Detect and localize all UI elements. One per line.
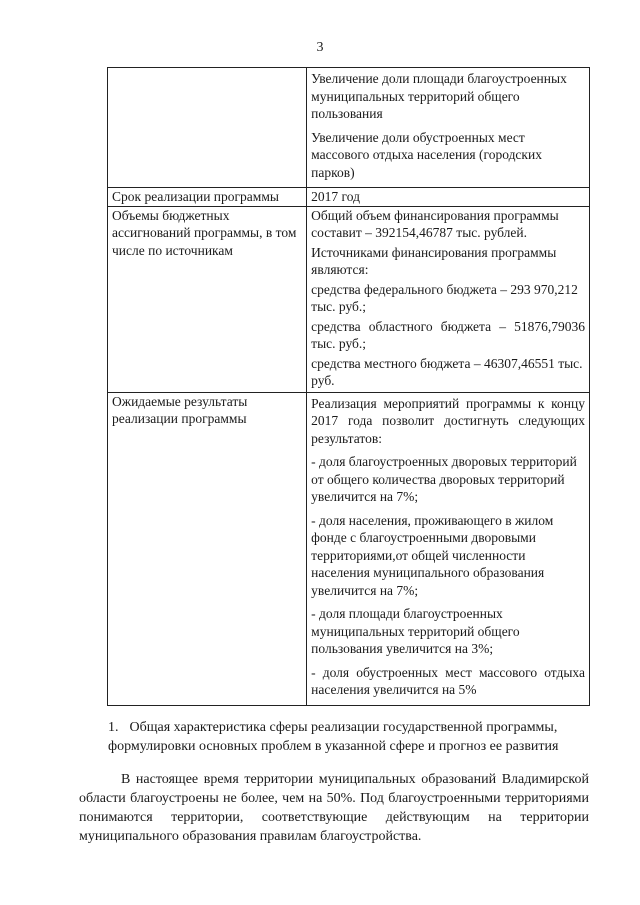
budget-label: Объемы бюджетных ассигнований программы, в том числе по источникам: [108, 206, 307, 392]
result-item-yards: - доля благоустроенных дворовых территорий от общего количества дворовых территорий увеличится на 7%;: [311, 454, 577, 504]
goals-label-cell: [108, 68, 307, 188]
budget-sources-intro: Источниками финансирования программы являются:: [311, 244, 557, 277]
budget-local: средства местного бюджета – 46307,46551 тыс. руб.: [311, 355, 583, 388]
result-item-population: - доля населения, проживающего в жилом фонде с благоустроенными дворовыми территориями,от общей численности населения муниципального образования увеличится на 7%;: [311, 512, 554, 598]
section-heading: [108, 718, 588, 756]
results-label: Ожидаемые результаты реализации программы: [108, 392, 307, 705]
budget-total: Общий объем финансирования программы составит – 392154,46787 тыс. рублей.: [311, 207, 559, 240]
goals-value-cell: [307, 68, 590, 188]
results-intro: Реализация мероприятий программы к концу 2017 года позволит достигнуть следующих результатов:: [311, 395, 585, 446]
table-row-budget: [108, 206, 590, 392]
goal-item-area: Увеличение доли площади благоустроенных муниципальных территорий общего пользования: [311, 71, 567, 121]
page-number: 3: [316, 40, 324, 55]
table-row-term: [108, 188, 590, 207]
section-number: 1.: [108, 720, 119, 735]
budget-value-cell: [307, 206, 590, 392]
program-passport-table: [107, 67, 590, 706]
budget-regional: средства областного бюджета – 51876,79036 тыс. руб.;: [311, 318, 585, 351]
goal-item-parks: Увеличение доли обустроенных мест массового отдыха населения (городских парков): [311, 129, 542, 180]
table-row-results: [108, 392, 590, 705]
results-value-cell: [307, 392, 590, 705]
term-label: Срок реализации программы: [108, 188, 307, 207]
section-title: Общая характеристика сферы реализации государственной программы, формулировки основных проблем в указанной сфере и прогноз ее развития: [108, 720, 559, 754]
result-item-public-areas: - доля площади благоустроенных муниципальных территорий общего пользования увеличится на 3%;: [311, 606, 520, 656]
table-row-goals: [108, 68, 590, 188]
term-value: 2017 год: [307, 188, 590, 207]
budget-federal: средства федерального бюджета – 293 970,212 тыс. руб.;: [311, 281, 578, 314]
result-item-recreation: - доля обустроенных мест массового отдыха населения увеличится на 5%: [311, 664, 585, 697]
body-paragraph: В настоящее время территории муниципальных образований Владимирской области благоустроены не более, чем на 50%. Под благоустроенными территориями понимаются территории, соответствующие действующим на территории муниципального образования правилам благоустройства.: [79, 772, 589, 844]
